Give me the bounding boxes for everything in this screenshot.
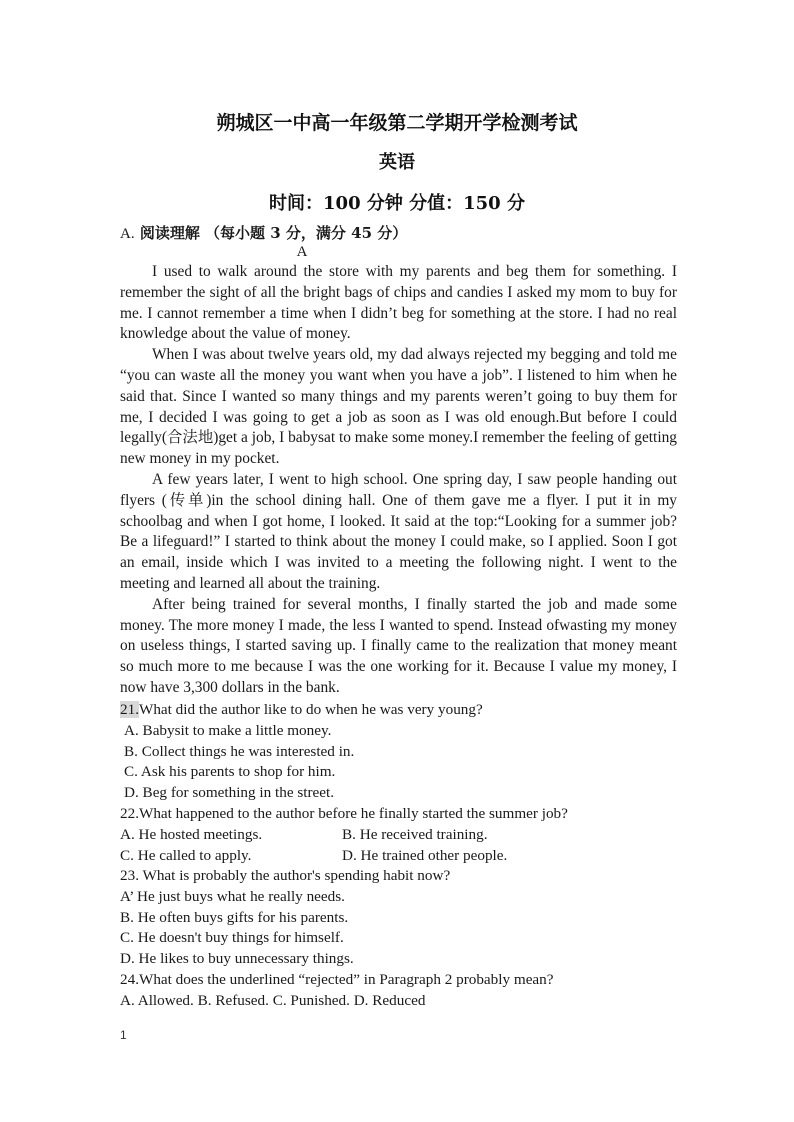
question-22-option-b: B. He received training.: [342, 825, 488, 843]
question-22: [120, 804, 677, 866]
question-23: [120, 866, 677, 970]
question-21-option-d: D. Beg for something in the street.: [124, 784, 335, 802]
question-22-stem: 22.What happened to the author before he finally started the summer job?: [120, 805, 568, 822]
passage-paragraph-3: A few years later, I went to high school. One spring day, I saw people handing out flyers (传单)in the school dining hall. One of them gave me a flyer. I put it in my schoolbag and when I got home, I looked. It said at the top:“Looking for a summer job? Be a lifeguard!” I started to think about the money I could make, so I applied. Soon I got an email, inside which I was invited to a meeting the following night. I went to the meeting and learned all about the training.: [120, 470, 677, 592]
question-21: [120, 700, 677, 804]
section-title: 阅读理解 （每小题 3 分，满分 45 分）: [139, 224, 408, 242]
question-23-stem: 23. What is probably the author's spending habit now?: [120, 867, 451, 884]
passage-label: A: [296, 244, 308, 260]
passage-paragraph-1: I used to walk around the store with my parents and beg them for something. I remember the sight of all the bright bags of chips and candies I asked my mom to buy for me. I cannot remember a time when I didn’t beg for something at the store. I had no real knowledge about the value of money.: [120, 263, 677, 343]
question-24-options: A. Allowed. B. Refused. C. Punished. D. Reduced: [120, 991, 426, 1009]
question-24: [120, 970, 677, 1012]
question-24-stem: 24.What does the underlined “rejected” in Paragraph 2 probably mean?: [120, 971, 554, 988]
passage-paragraph-2: When I was about twelve years old, my dad always rejected my begging and told me “you can waste all the money you want when you have a job”. I listened to him when he said that. Since I wanted so many things and my parents weren’t going to buy them for me, I decided I was going to get a job as soon as I was old enough.But before I could legally(合法地)get a job, I babysat to make some money.I remember the feeling of getting new money in my pocket.: [120, 346, 677, 468]
question-22-row-1: [120, 825, 677, 846]
section-heading: [120, 222, 407, 243]
question-21-option-a: A. Babysit to make a little money.: [124, 721, 332, 739]
question-21-option-b: B. Collect things he was interested in.: [124, 742, 355, 760]
section-label: A.: [120, 226, 135, 242]
question-21-stem: [120, 700, 677, 721]
exam-title: 朔城区一中高一年级第二学期开学检测考试: [216, 112, 578, 134]
passage: [120, 262, 677, 699]
subject-title: 英语: [379, 152, 415, 173]
time-and-score: 时间：100 分钟 分值：150 分: [269, 193, 525, 214]
question-22-option-d: D. He trained other people.: [342, 846, 508, 864]
page-number: 1: [120, 1028, 127, 1042]
question-23-option-c: C. He doesn't buy things for himself.: [120, 929, 344, 947]
question-21-text: What did the author like to do when he was very young?: [138, 701, 483, 718]
passage-paragraph-4: After being trained for several months, I finally started the job and made some money. The more money I made, the less I wanted to spend. Instead ofwasting my money on useless things, I started saving up. I finally came to the realization that money meant so much more to me because I was the one working for it. Because I value my money, I now have 3,300 dollars in the bank.: [120, 595, 677, 696]
question-23-option-a: A’ He just buys what he really needs.: [120, 887, 345, 905]
question-23-option-d: D. He likes to buy unnecessary things.: [120, 950, 354, 968]
question-22-row-2: [120, 846, 677, 867]
question-21-number: 21.: [120, 701, 139, 718]
question-21-option-c: C. Ask his parents to shop for him.: [124, 763, 336, 781]
question-22-option-c: C. He called to apply.: [120, 846, 252, 864]
question-22-option-a: A. He hosted meetings.: [120, 825, 263, 843]
question-23-option-b: B. He often buys gifts for his parents.: [120, 908, 349, 926]
